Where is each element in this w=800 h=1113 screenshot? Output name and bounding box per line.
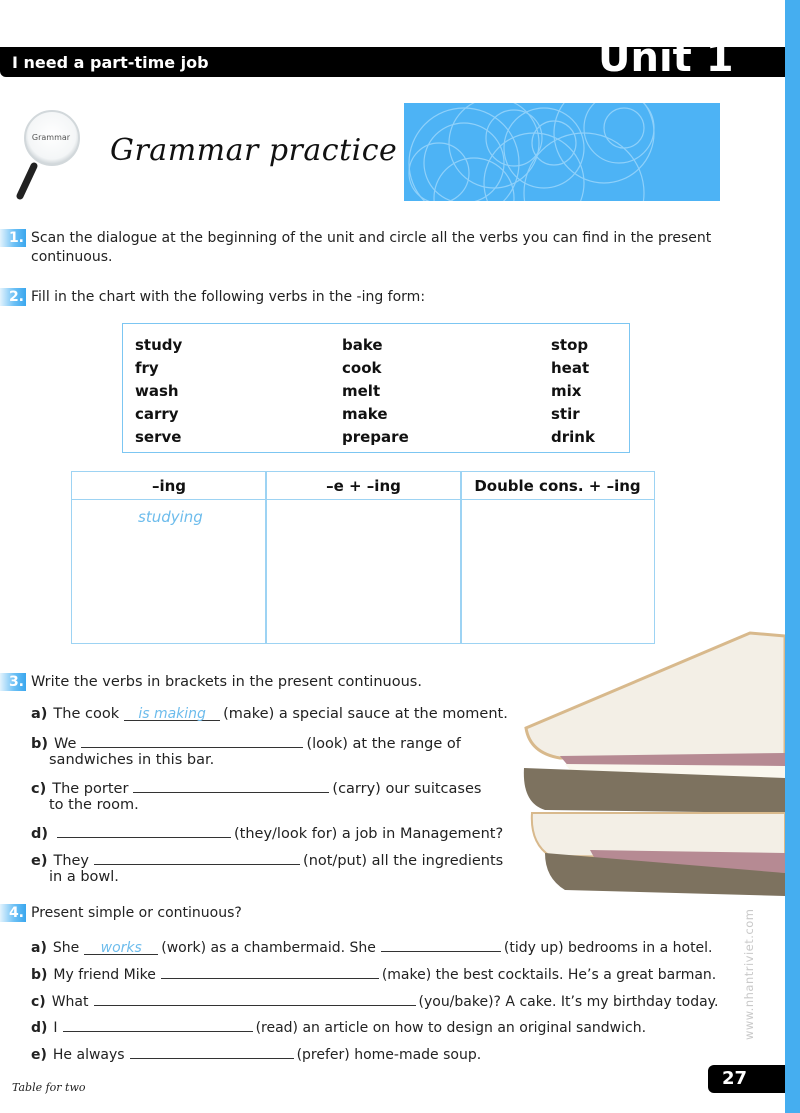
chart-cell-double-cons-input[interactable] (465, 504, 651, 640)
answer-blank[interactable] (81, 732, 303, 748)
exercise-4-item-d (31, 1016, 648, 1038)
watermark: www.nhantriviet.com (742, 908, 756, 1040)
verb-item: drink (551, 428, 595, 446)
verb-item: prepare (342, 428, 409, 446)
exercise-3-item-d (31, 822, 505, 844)
chart-cell-e-ing-input[interactable] (270, 504, 456, 640)
unit-label: Unit 1 (598, 38, 734, 77)
exercise-4-instruction: Present simple or continuous? (31, 905, 242, 921)
item-letter: d) (31, 826, 49, 842)
item-text: What (51, 994, 89, 1010)
item-text: (prefer) home-made soup. (296, 1047, 482, 1063)
exercise-4-item-b (31, 963, 718, 985)
item-text: (you/bake)? A cake. It’s my birthday today. (418, 994, 719, 1010)
item-text: (they/look for) a job in Management? (234, 826, 504, 842)
answer-blank[interactable] (63, 1016, 253, 1032)
item-letter: b) (31, 967, 48, 983)
item-text: They (53, 853, 90, 869)
exercise-2-instruction: Fill in the chart with the following verbs in the -ing form: (31, 289, 426, 305)
header-title: I need a part-time job (12, 53, 209, 72)
chart-divider (460, 472, 462, 643)
page-number: 27 (722, 1068, 748, 1089)
item-text: She (52, 940, 80, 956)
exercise-3-item-c-cont: to the room. (49, 797, 139, 813)
chart-cell-ing-input[interactable] (76, 530, 262, 640)
exercise-4-item-a (31, 936, 715, 958)
sandwich-image (520, 628, 785, 898)
answer-blank[interactable] (161, 963, 379, 979)
verb-item: heat (551, 359, 590, 377)
verb-item: carry (135, 405, 179, 423)
verb-item: cook (342, 359, 382, 377)
exercise-3-item-b-cont: sandwiches in this bar. (49, 752, 215, 768)
answer-blank[interactable] (133, 777, 329, 793)
item-letter: c) (31, 781, 47, 797)
item-text: We (54, 736, 77, 752)
item-letter: c) (31, 994, 46, 1010)
item-letter: e) (31, 853, 48, 869)
exercise-3-number: 3. (0, 673, 26, 691)
chart-example-answer: studying (138, 508, 203, 526)
section-title: Grammar practice (110, 133, 398, 168)
verb-item: wash (135, 382, 179, 400)
verb-item: fry (135, 359, 159, 377)
circles-pattern-icon (404, 103, 720, 201)
item-letter: e) (31, 1047, 47, 1063)
item-text: (make) the best cocktails. He’s a great barman. (381, 967, 717, 983)
ing-form-chart (71, 471, 655, 644)
exercise-3-instruction: Write the verbs in brackets in the present continuous. (31, 674, 422, 690)
item-text: (look) at the range of (306, 736, 461, 752)
verb-column-1 (135, 334, 182, 449)
item-text: (read) an article on how to design an original sandwich. (255, 1020, 647, 1036)
item-text: I (53, 1020, 58, 1036)
verb-item: bake (342, 336, 383, 354)
exercise-1-instruction-cont: continuous. (31, 249, 113, 265)
item-text: (carry) our suitcases (332, 781, 482, 797)
item-text: My friend Mike (53, 967, 156, 983)
filled-answer: works (100, 940, 142, 956)
exercise-1-number: 1. (0, 229, 26, 247)
answer-blank[interactable] (84, 939, 158, 955)
chart-header-double-cons: Double cons. + –ing (461, 472, 654, 500)
answer-blank[interactable] (94, 990, 416, 1006)
item-text: The porter (52, 781, 129, 797)
answer-blank[interactable] (124, 705, 220, 721)
verb-column-2 (342, 334, 409, 449)
exercise-2-number: 2. (0, 288, 26, 306)
verb-item: stir (551, 405, 580, 423)
item-text: He always (52, 1047, 125, 1063)
item-letter: b) (31, 736, 49, 752)
verb-item: serve (135, 428, 182, 446)
right-edge-strip (785, 0, 800, 1113)
exercise-4-number: 4. (0, 904, 26, 922)
exercise-1-instruction: Scan the dialogue at the beginning of the unit and circle all the verbs you can find in the present (31, 230, 712, 246)
verb-item: mix (551, 382, 582, 400)
exercise-4-item-c (31, 990, 720, 1012)
grammar-badge-label: Grammar (31, 133, 71, 142)
exercise-3-item-e-cont: in a bowl. (49, 869, 119, 885)
exercise-4-item-e (31, 1043, 483, 1065)
verb-item: melt (342, 382, 381, 400)
item-text: (not/put) all the ingredients (303, 853, 504, 869)
answer-blank[interactable] (94, 849, 300, 865)
filled-answer: is making (138, 706, 206, 722)
verb-item: stop (551, 336, 589, 354)
item-letter: a) (31, 706, 48, 722)
verb-column-3 (551, 334, 595, 449)
exercise-3-item-a (31, 705, 510, 724)
verb-item: make (342, 405, 388, 423)
item-text: (work) as a chambermaid. She (161, 940, 376, 956)
verb-item: study (135, 336, 183, 354)
decorative-circles-panel (404, 103, 720, 201)
footer-text: Table for two (12, 1081, 86, 1094)
chart-header-e-ing: –e + –ing (266, 472, 461, 500)
verb-list-box (122, 323, 630, 453)
answer-blank[interactable] (57, 822, 231, 838)
item-letter: d) (31, 1020, 48, 1036)
item-text: The cook (53, 706, 120, 722)
item-text: (make) a special sauce at the moment. (223, 706, 508, 722)
item-letter: a) (31, 940, 47, 956)
magnifier-icon (12, 108, 82, 204)
item-text: (tidy up) bedrooms in a hotel. (503, 940, 713, 956)
chart-header-ing: –ing (72, 472, 266, 500)
answer-blank[interactable] (381, 936, 501, 952)
answer-blank[interactable] (130, 1043, 294, 1059)
chart-divider (265, 472, 267, 643)
